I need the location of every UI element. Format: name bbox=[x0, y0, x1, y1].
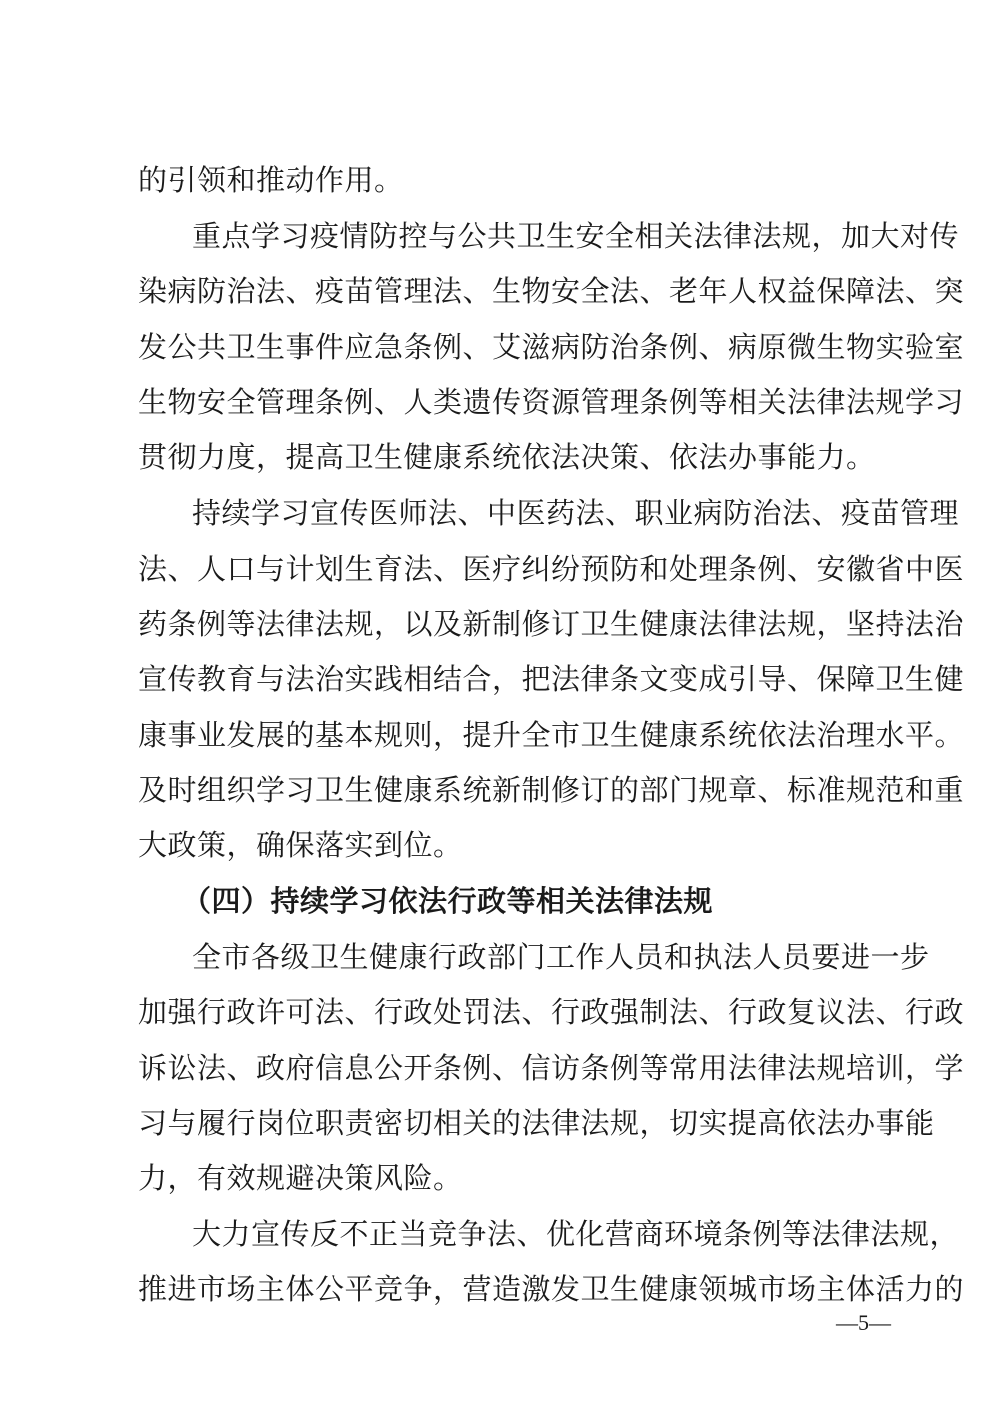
page-number: —5— bbox=[836, 1310, 891, 1335]
paragraph-line: 大政策，确保落实到位。 bbox=[138, 828, 463, 862]
paragraph-line: 加强行政许可法、行政处罚法、行政强制法、行政复议法、行政 bbox=[138, 995, 965, 1029]
paragraph-line: 诉讼法、政府信息公开条例、信访条例等常用法律法规培训，学 bbox=[138, 1051, 965, 1085]
paragraph-line: 法、人口与计划生育法、医疗纠纷预防和处理条例、安徽省中医 bbox=[138, 552, 965, 586]
paragraph-line: 大力宣传反不正当竞争法、优化营商环境条例等法律法规， bbox=[192, 1217, 960, 1251]
paragraph-line: 生物安全管理条例、人类遗传资源管理条例等相关法律法规学习 bbox=[138, 385, 965, 419]
paragraph-line: 力，有效规避决策风险。 bbox=[138, 1161, 463, 1195]
paragraph-line: 重点学习疫情防控与公共卫生安全相关法律法规，加大对传 bbox=[192, 219, 960, 253]
paragraph-line: 宣传教育与法治实践相结合，把法律条文变成引导、保障卫生健 bbox=[138, 662, 965, 696]
paragraph-line: 推进市场主体公平竞争，营造激发卫生健康领城市场主体活力的 bbox=[138, 1272, 965, 1306]
paragraph-line: 贯彻力度，提高卫生健康系统依法决策、依法办事能力。 bbox=[138, 440, 876, 474]
paragraph-line: 习与履行岗位职责密切相关的法律法规，切实提高依法办事能 bbox=[138, 1106, 935, 1140]
paragraph-line: 染病防治法、疫苗管理法、生物安全法、老年人权益保障法、突 bbox=[138, 274, 965, 308]
section-heading: （四）持续学习依法行政等相关法律法规 bbox=[182, 884, 714, 918]
paragraph-line: 发公共卫生事件应急条例、艾滋病防治条例、病原微生物实验室 bbox=[138, 330, 965, 364]
paragraph-line: 康事业发展的基本规则，提升全市卫生健康系统依法治理水平。 bbox=[138, 718, 965, 752]
paragraph-line: 及时组织学习卫生健康系统新制修订的部门规章、标准规范和重 bbox=[138, 773, 965, 807]
paragraph-line: 药条例等法律法规，以及新制修订卫生健康法律法规，坚持法治 bbox=[138, 607, 965, 641]
paragraph-line: 持续学习宣传医师法、中医药法、职业病防治法、疫苗管理 bbox=[192, 496, 960, 530]
paragraph-line: 全市各级卫生健康行政部门工作人员和执法人员要进一步 bbox=[192, 940, 930, 974]
paragraph-line: 的引领和推动作用。 bbox=[138, 163, 404, 197]
